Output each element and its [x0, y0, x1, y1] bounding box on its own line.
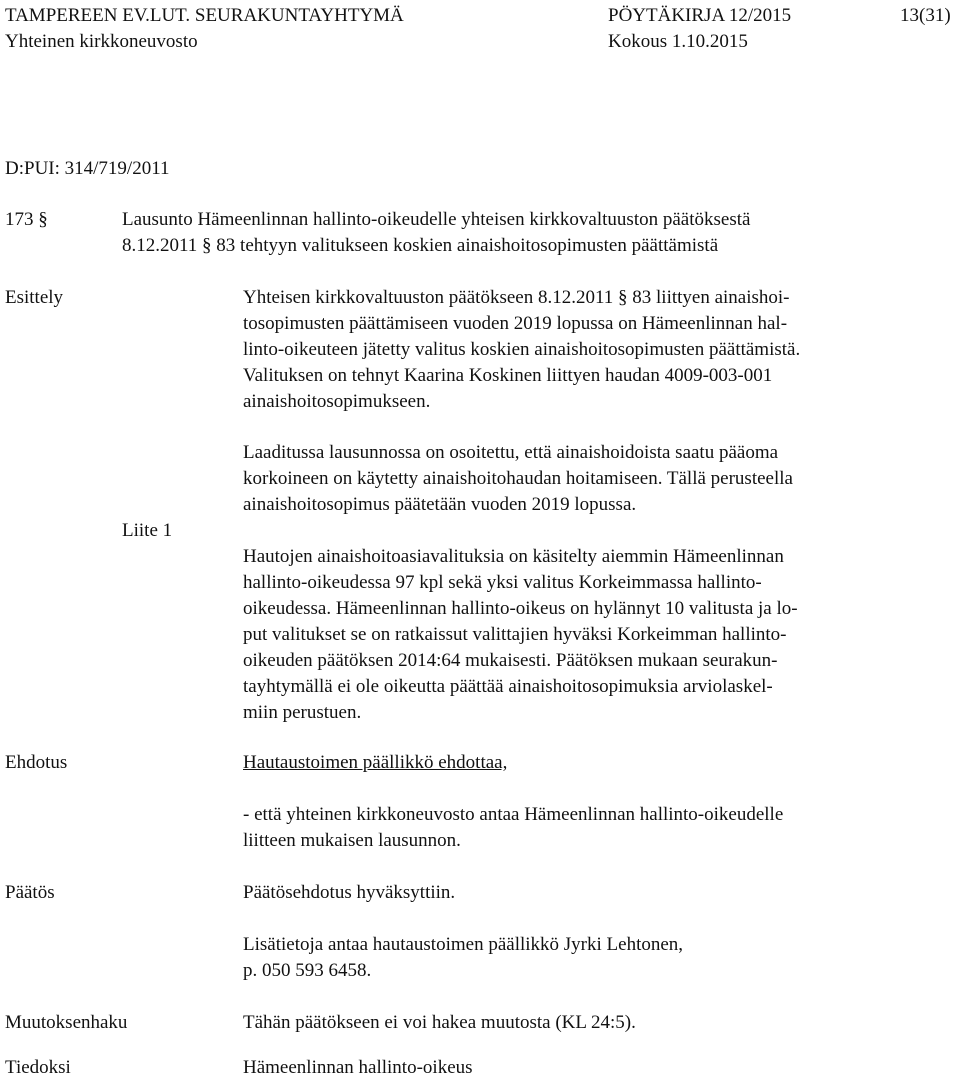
item-title-line2: 8.12.2011 § 83 tehtyyn valitukseen koskien ainaishoitosopimusten päättämistä: [122, 235, 719, 256]
text-line: put valitukset se on ratkaissut valittajien hyväksi Korkeimman hallinto-: [243, 624, 787, 645]
proposal-text: [243, 802, 955, 854]
text-line: Hautojen ainaishoitoasiavalituksia on käsitelty aiemmin Hämeenlinnan: [243, 546, 784, 567]
item-title-line1: Lausunto Hämeenlinnan hallinto-oikeudelle yhteisen kirkkovaltuuston päätöksestä: [122, 209, 751, 230]
esittely-paragraph-1: [243, 285, 955, 415]
decision-text: Päätösehdotus hyväksyttiin.: [243, 882, 456, 903]
text-line: korkoineen on käytetty ainaishoitohaudan hoitamiseen. Tällä perusteella: [243, 468, 793, 489]
text-line: p. 050 593 6458.: [243, 960, 372, 981]
header-organization: TAMPEREEN EV.LUT. SEURAKUNTAYHTYMÄ: [5, 5, 404, 26]
section-label-ehdotus: Ehdotus: [5, 752, 68, 773]
text-line: Valituksen on tehnyt Kaarina Koskinen liittyen haudan 4009-003-001: [243, 365, 773, 386]
esittely-paragraph-3: [243, 544, 955, 726]
appeal-text: Tähän päätökseen ei voi hakea muutosta (KL 24:5).: [243, 1012, 636, 1033]
text-line: hallinto-oikeudessa 97 kpl sekä yksi valitus Korkeimmassa hallinto-: [243, 572, 762, 593]
text-line: Laaditussa lausunnossa on osoitettu, että ainaishoidoista saatu pääoma: [243, 442, 779, 463]
text-line: Lisätietoja antaa hautaustoimen päällikkö Jyrki Lehtonen,: [243, 934, 684, 955]
text-line: ainaishoitosopimukseen.: [243, 391, 431, 412]
text-line: ainaishoitosopimus päätetään vuoden 2019 lopussa.: [243, 494, 637, 515]
section-label-paatos: Päätös: [5, 882, 55, 903]
notification-recipient: Hämeenlinnan hallinto-oikeus: [243, 1057, 473, 1078]
header-body: Yhteinen kirkkoneuvosto: [5, 31, 198, 52]
text-line: - että yhteinen kirkkoneuvosto antaa Hämeenlinnan hallinto-oikeudelle: [243, 804, 784, 825]
text-line: liitteen mukaisen lausunnon.: [243, 830, 461, 851]
text-line: oikeudessa. Hämeenlinnan hallinto-oikeus on hylännyt 10 valitusta ja lo-: [243, 598, 798, 619]
attachment-label: Liite 1: [122, 520, 173, 541]
section-label-muutoksenhaku: Muutoksenhaku: [5, 1012, 128, 1033]
text-line: linto-oikeuteen jätetty valitus koskien ainaishoitosopimusten päättämistä.: [243, 339, 801, 360]
esittely-paragraph-2: [243, 440, 955, 518]
proposer: Hautaustoimen päällikkö ehdottaa,: [243, 752, 508, 773]
text-line: Yhteisen kirkkovaltuuston päätökseen 8.12.2011 § 83 liittyen ainaishoi-: [243, 287, 790, 308]
text-line: miin perustuen.: [243, 702, 362, 723]
header-meeting: Kokous 1.10.2015: [608, 31, 748, 52]
document-reference: D:PUI: 314/719/2011: [5, 158, 170, 179]
header-page-number: 13(31): [900, 5, 951, 26]
text-line: oikeuden päätöksen 2014:64 mukaisesti. Päätöksen mukaan seurakun-: [243, 650, 778, 671]
section-label-esittely: Esittely: [5, 287, 64, 308]
text-line: tayhtymällä ei ole oikeutta päättää ainaishoitosopimuksia arviolaskel-: [243, 676, 773, 697]
item-number: 173 §: [5, 209, 48, 230]
header-document: PÖYTÄKIRJA 12/2015: [608, 5, 792, 26]
contact-info: [243, 932, 955, 984]
section-label-tiedoksi: Tiedoksi: [5, 1057, 71, 1078]
text-line: tosopimusten päättämiseen vuoden 2019 lopussa on Hämeenlinnan hal-: [243, 313, 788, 334]
